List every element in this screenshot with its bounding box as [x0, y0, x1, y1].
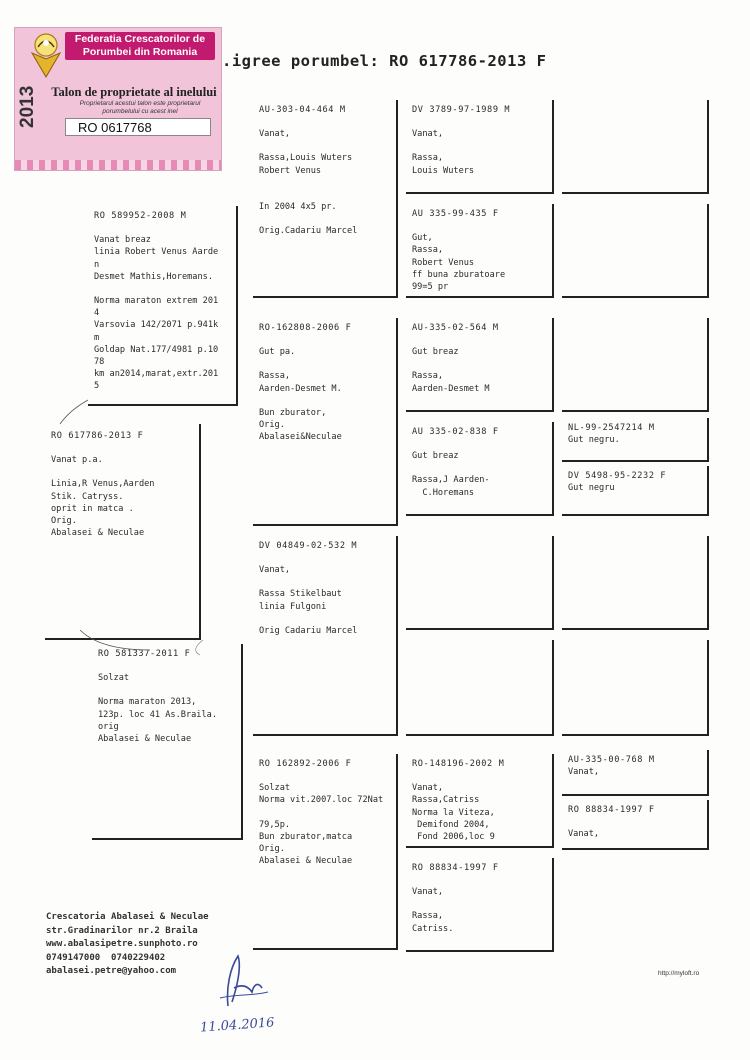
pigeon-info-line: Orig.	[259, 420, 285, 431]
pigeon-info-line: Rassa,Louis Wuters	[259, 153, 353, 164]
pigeon-ring-number: RO-162808-2006 F	[259, 323, 352, 333]
pigeon-info-line: km an2014,marat,extr.201	[94, 369, 219, 380]
pigeon-info-line: Orig.	[259, 844, 285, 855]
pigeon-info-line: Robert Venus	[259, 165, 322, 176]
pigeon-info-line: Norma vit.2007.loc 72Nat	[259, 795, 384, 806]
pigeon-info-line: Vanat,	[412, 887, 444, 898]
breeder-website: www.abalasipetre.sunphoto.ro	[46, 939, 198, 949]
pigeon-info-line: In 2004 4x5 pr.	[259, 201, 337, 212]
pigeon-info-line: Rassa,	[412, 911, 444, 922]
pigeon-info-line: Rassa Stikelbaut	[259, 589, 342, 600]
pigeon-info-line: 99=5 pr	[412, 282, 449, 293]
pigeon-ring-number: AU 335-99-435 F	[412, 209, 499, 219]
pigeon-ring-number: RO 88834-1997 F	[412, 863, 499, 873]
pigeon-info-line: Orig.	[51, 516, 77, 527]
pigeon-ring-number: RO 162892-2006 F	[259, 759, 352, 769]
pigeon-info-line: Vanat breaz	[94, 235, 151, 246]
pigeon-info-line: n	[94, 259, 100, 270]
pigeon-info-line: Stik. Catryss.	[51, 491, 124, 502]
pigeon-info-line: 4	[94, 308, 100, 319]
pigeon-info-line: Gut pa.	[259, 347, 296, 358]
pigeon-info-line: Gut breaz	[412, 347, 459, 358]
signature-date: 11.04.2016	[199, 1015, 275, 1036]
pigeon-info-line: C.Horemans	[412, 487, 475, 498]
pigeon-ring-number: RO 617786-2013 F	[51, 431, 144, 441]
pigeon-info-line: Abalasei & Neculae	[51, 528, 145, 539]
pigeon-info-line: Aarden-Desmet M.	[259, 383, 342, 394]
pigeon-info-line: 78	[94, 357, 105, 368]
pigeon-info-line: linia Fulgoni	[259, 601, 327, 612]
pigeon-info-line: Louis Wuters	[412, 165, 475, 176]
pigeon-info-line: Gut breaz	[412, 451, 459, 462]
pigeon-ring-number: RO 88834-1997 F	[568, 805, 655, 815]
pigeon-info-line: Norma la Viteza,	[412, 807, 495, 818]
pigeon-info-line: Aarden-Desmet M	[412, 383, 490, 394]
breeder-contact	[46, 911, 209, 979]
pigeon-info-line: Solzat	[98, 673, 130, 684]
pigeon-info-line: Norma maraton 2013,	[98, 697, 197, 708]
pigeon-info-line: Rassa,	[412, 371, 444, 382]
pigeon-ring-number: RO 589952-2008 M	[94, 211, 187, 221]
pigeon-info-line: 123p. loc 41 As.Braila.	[98, 709, 217, 720]
pigeon-info-line: Gut negru.	[568, 435, 620, 446]
pigeon-info-line: m	[94, 332, 100, 343]
pigeon-info-line: Rassa,	[412, 153, 444, 164]
pigeon-info-line: Linia,R Venus,Aarden	[51, 479, 155, 490]
pigeon-info-line: Rassa,J Aarden-	[412, 475, 490, 486]
pigeon-info-line: Rassa,	[412, 245, 444, 256]
page-title: .igree porumbel: RO 617786-2013 F	[222, 52, 547, 70]
pigeon-info-line: Vanat,	[412, 129, 444, 140]
pigeon-info-line: 5	[94, 381, 100, 392]
pigeon-info-line: Abalasei & Neculae	[259, 856, 353, 867]
pigeon-ring-number: DV 3789-97-1989 M	[412, 105, 511, 115]
federation-name: Federatia Crescatorilor de Porumbei din Romania	[65, 32, 215, 60]
pigeon-ring-number: AU-303-04-464 M	[259, 105, 346, 115]
breeder-address: str.Gradinarilor nr.2 Braila	[46, 925, 198, 936]
pigeon-info-line: Bun zburator,matca	[259, 831, 353, 842]
signature-icon	[208, 948, 278, 1010]
pigeon-info-line: oprit in matca .	[51, 503, 134, 514]
pigeon-info-line: Vanat,	[412, 783, 444, 794]
stamp-ring-number: RO 0617768	[65, 118, 211, 136]
pigeon-ring-number: NL-99-2547214 M	[568, 423, 655, 433]
pigeon-info-line: Vanat,	[259, 565, 291, 576]
pigeon-info-line: Gut negru	[568, 483, 615, 494]
stamp-title: Talon de proprietate al inelului	[51, 85, 217, 99]
pigeon-info-line: Solzat	[259, 783, 291, 794]
pigeon-info-line: Desmet Mathis,Horemans.	[94, 271, 213, 282]
pigeon-info-line: Robert Venus	[412, 257, 475, 268]
pigeon-ring-number: AU-335-02-564 M	[412, 323, 499, 333]
pigeon-info-line: Norma maraton extrem 201	[94, 296, 219, 307]
pigeon-info-line: Demifond 2004,	[412, 819, 490, 830]
pigeon-info-line: Vanat,	[568, 829, 600, 840]
pigeon-info-line: Abalasei&Neculae	[259, 432, 342, 443]
pigeon-ring-number: AU-335-00-768 M	[568, 755, 655, 765]
pigeon-info-line: Orig Cadariu Marcel	[259, 625, 358, 636]
pigeon-info-line: Abalasei & Neculae	[98, 734, 192, 745]
pigeon-info-line: Catriss.	[412, 923, 454, 934]
pigeon-info-line: Vanat p.a.	[51, 455, 103, 466]
pigeon-info-line: 79,5p.	[259, 819, 291, 830]
pigeon-info-line: Fond 2006,loc 9	[412, 832, 495, 843]
pigeon-info-line: Rassa,	[259, 371, 291, 382]
pigeon-info-line: Orig.Cadariu Marcel	[259, 226, 358, 237]
breeder-email: abalasei.petre@yahoo.com	[46, 966, 177, 976]
stamp-year: 2013	[17, 85, 38, 128]
pigeon-info-line: Vanat,	[259, 129, 291, 140]
pigeon-info-line: Vanat,	[568, 767, 600, 778]
pigeon-info-line: orig	[98, 721, 119, 732]
breeder-name: Crescatoria Abalasei & Neculae	[46, 912, 209, 922]
pigeon-ring-number: DV 04849-02-532 M	[259, 541, 358, 551]
pigeon-info-line: linia Robert Venus Aarde	[94, 247, 219, 258]
pigeon-info-line: Gut,	[412, 233, 433, 244]
breeder-phones: 0749147000 0740229402	[46, 952, 166, 963]
pigeon-ring-number: RO-148196-2002 M	[412, 759, 505, 769]
pigeon-ring-number: AU 335-02-838 F	[412, 427, 499, 437]
credit-link[interactable]: http://myloft.ro	[658, 970, 700, 977]
pigeon-info-line: Bun zburator,	[259, 407, 327, 418]
stamp-note: Proprietarul acestui talon este proprietarul porumbelului cu acest inel	[79, 100, 201, 115]
pigeon-info-line: Rassa,Catriss	[412, 795, 480, 806]
pigeon-ring-number: DV 5498-95-2232 F	[568, 471, 667, 481]
pigeon-info-line: Goldap Nat.177/4981 p.10	[94, 344, 219, 355]
pigeon-info-line: ff buna zburatoare	[412, 269, 506, 280]
pigeon-info-line: Varsovia 142/2071 p.941k	[94, 320, 219, 331]
pigeon-ring-number: RO 581337-2011 F	[98, 649, 191, 659]
